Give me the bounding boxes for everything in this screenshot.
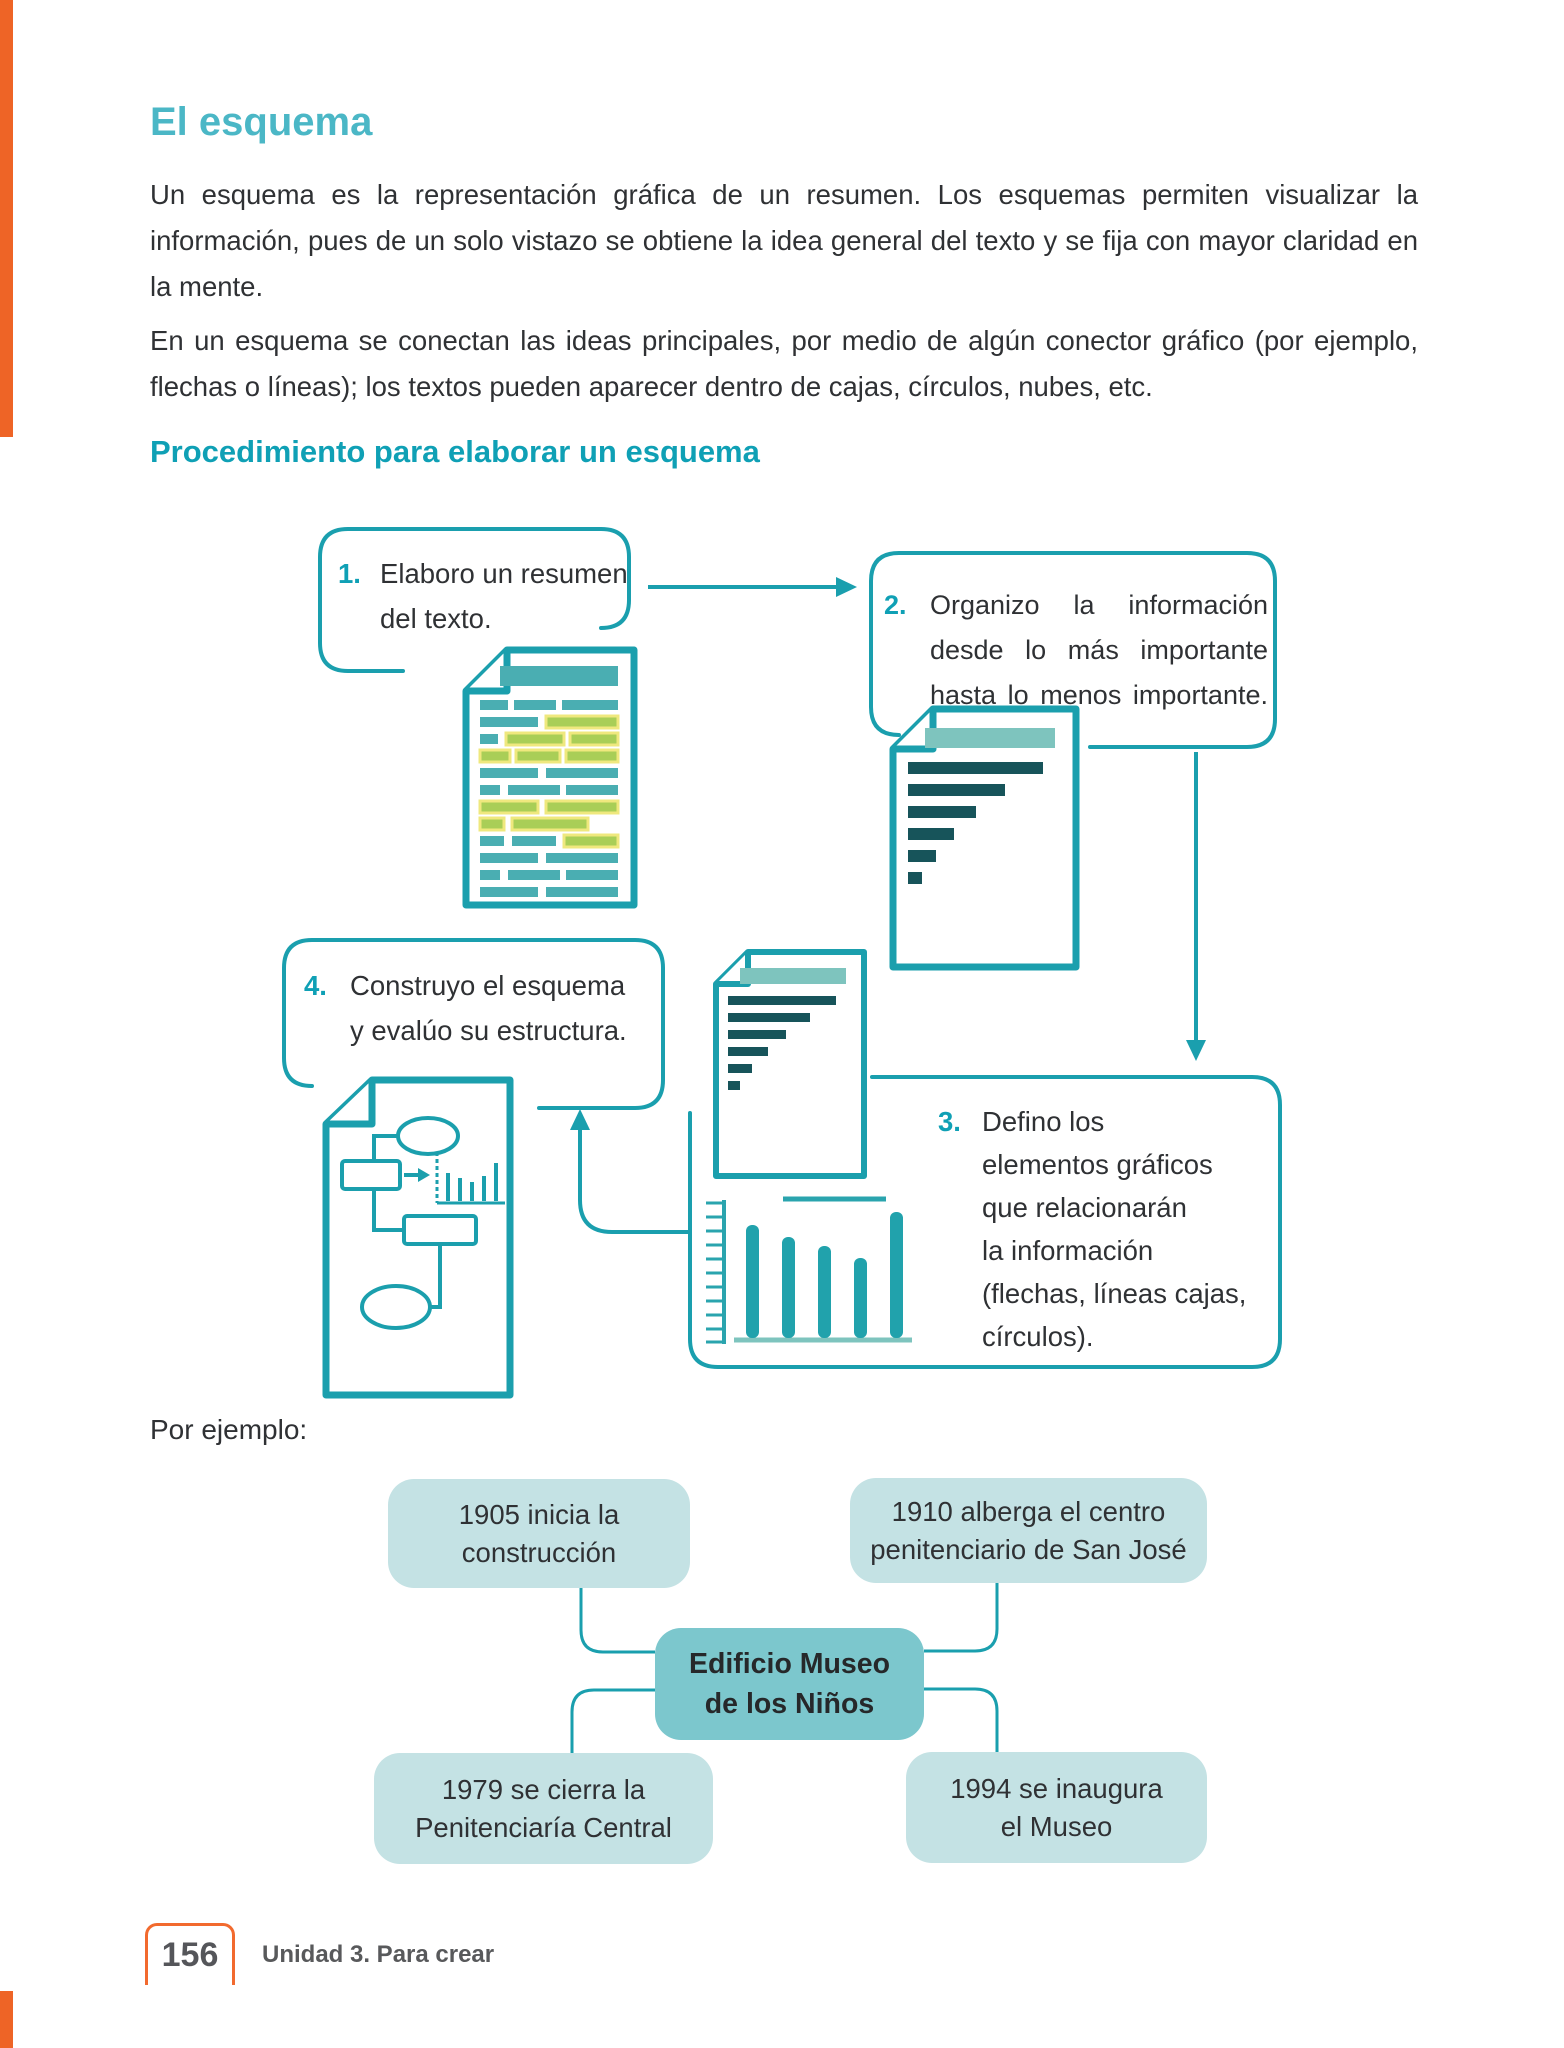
node-line: 1994 se inaugura	[950, 1772, 1163, 1804]
step-line: elementos gráficos	[982, 1149, 1213, 1180]
step-line: Organizo la información	[930, 590, 1268, 620]
step-line: Construyo el esquema	[350, 970, 626, 1001]
schema-node-1910	[850, 1478, 1207, 1583]
example-label: Por ejemplo:	[150, 1414, 308, 1445]
node-line: 1979 se cierra la	[441, 1773, 646, 1805]
step-line: círculos).	[982, 1321, 1094, 1352]
flowchart-document-icon	[326, 1080, 510, 1395]
step-1-text	[338, 551, 628, 641]
document-with-highlighted-summary-icon	[466, 650, 634, 905]
connector-center-to-1910	[924, 1583, 997, 1651]
connector-center-to-1994	[924, 1689, 997, 1752]
step-1-number: 1.	[338, 558, 361, 589]
step-3-number: 3.	[938, 1106, 961, 1137]
footer-page-number: 156	[161, 1936, 219, 1974]
node-line: de los Niños	[704, 1688, 875, 1720]
connector-center-to-1979	[572, 1690, 655, 1753]
step-line: Defino los	[982, 1106, 1105, 1137]
document-hierarchy-lines-icon-small	[716, 952, 864, 1176]
node-line: penitenciario de San José	[870, 1533, 1187, 1565]
procedure-heading: Procedimiento para elaborar un esquema	[150, 434, 760, 469]
arrow-step1-to-step2	[648, 577, 857, 597]
step-3-text	[938, 1100, 1270, 1358]
footer-section-label: Unidad 3. Para crear	[262, 1941, 495, 1968]
arrow-step3-to-step4	[570, 1109, 690, 1232]
step-4-text	[304, 963, 654, 1053]
schema-node-1979	[374, 1753, 713, 1864]
node-line: Edificio Museo	[688, 1648, 891, 1680]
step-2-text	[884, 583, 1268, 718]
step-line: hasta lo menos importante.	[930, 680, 1268, 710]
node-line: construcción	[461, 1536, 617, 1568]
step-line: desde lo más importante	[930, 635, 1268, 665]
footer-page-number-box	[145, 1923, 235, 1985]
intro-paragraph-2: En un esquema se conectan las ideas principales, por medio de algún conector gráfico (por ejemplo, flechas o líneas); los textos pueden aparecer dentro de cajas, círculos, nubes, etc.	[150, 325, 1418, 402]
schema-node-1994	[906, 1752, 1207, 1863]
step-4-number: 4.	[304, 970, 327, 1001]
node-line: el Museo	[1000, 1810, 1113, 1842]
step-line: la información	[982, 1235, 1154, 1266]
bar-chart-icon	[706, 1199, 912, 1344]
page-title: El esquema	[150, 100, 373, 144]
document-hierarchy-lines-icon	[893, 709, 1076, 967]
step-line: que relacionarán	[982, 1192, 1187, 1223]
step-line: del texto.	[380, 603, 492, 634]
node-line: 1910 alberga el centro	[891, 1495, 1166, 1527]
node-line: Penitenciaría Central	[415, 1811, 672, 1843]
step-2-number: 2.	[884, 590, 907, 620]
schema-node-1905	[388, 1479, 690, 1588]
connector-1905-to-center	[581, 1588, 655, 1652]
schema-center-node	[655, 1628, 924, 1740]
step-line: (flechas, líneas cajas,	[982, 1278, 1247, 1309]
step-line: y evalúo su estructura.	[350, 1015, 627, 1046]
node-line: 1905 inicia la	[458, 1498, 620, 1530]
intro-paragraph-1: Un esquema es la representación gráfica de un resumen. Los esquemas permiten visualizar la información, pues de un solo vistazo se obtiene la idea general del texto y se fija con mayor claridad en la mente.	[150, 179, 1418, 302]
arrow-step2-to-step3	[1186, 752, 1206, 1061]
step-line: Elaboro un resumen	[380, 558, 628, 589]
